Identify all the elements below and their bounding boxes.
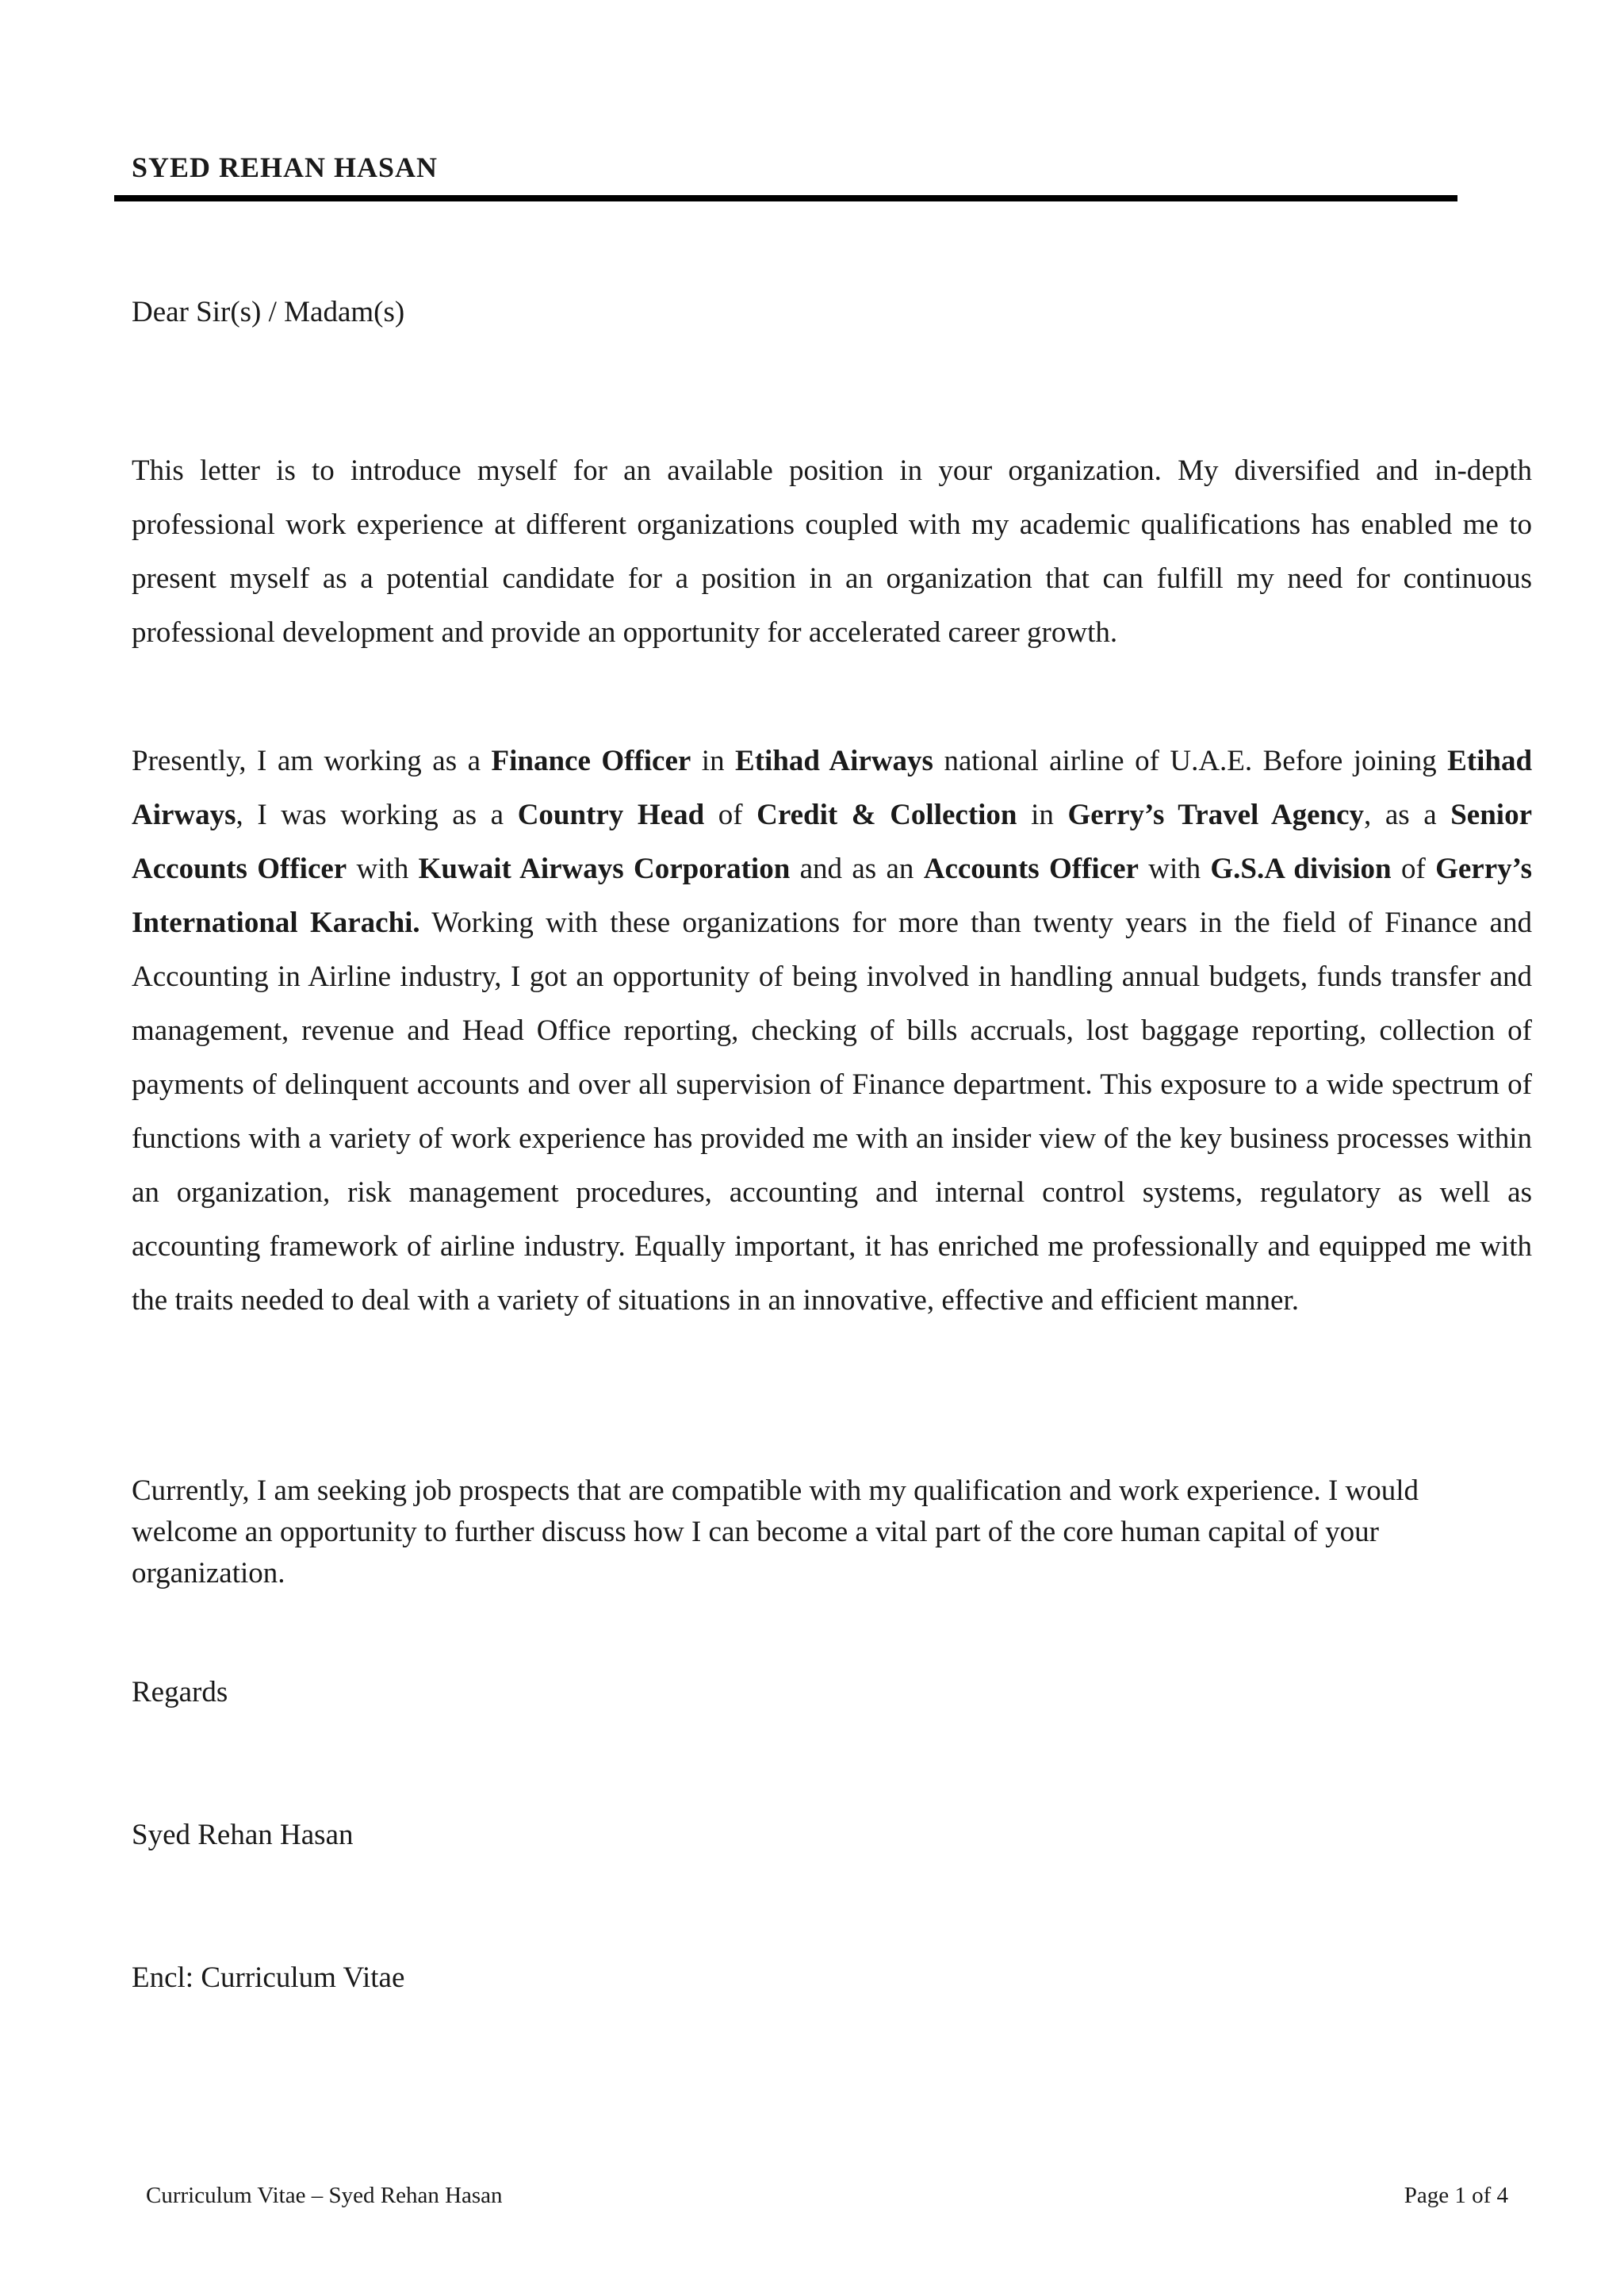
text-run: , I was working as a bbox=[236, 799, 518, 831]
bold-company: Gerry’s International Karachi. bbox=[132, 853, 1533, 939]
bold-company: Gerry’s Travel Agency bbox=[1067, 799, 1364, 831]
paragraph-closing: Currently, I am seeking job prospects that are compatible with my qualification and work experience. I would welcome an opportunity to further discuss how I can become a vital part of the core human capital of your organization. bbox=[132, 1474, 1419, 1589]
enclosure-note: Encl: Curriculum Vitae bbox=[132, 1961, 405, 1994]
bold-job-title: Senior Accounts Officer bbox=[132, 799, 1533, 885]
bold-department: Credit & Collection bbox=[756, 799, 1017, 831]
text-run: Working with these organizations for more than twenty years in the field of Finance and Accounting in Airline industry, I got an opportunity of being involved in handling annual budgets, funds transfer and management, revenue and Head Office reporting, checking of bills accruals, lost baggage reporting, collection of payments of delinquent accounts and over all supervision of Finance department. This exposure to a wide spectrum of functions with a variety of work experience has provided me with an insider view of the key business processes within an organization, risk management procedures, accounting and internal control systems, regulatory as well as accounting framework of airline industry. Equally important, it has enriched me professionally and equipped me with the traits needed to deal with a variety of situations in an innovative, effective and efficient manner. bbox=[132, 907, 1532, 1317]
text-run: national airline of U.A.E. Before joining bbox=[933, 745, 1448, 777]
page-number: Page 1 of 4 bbox=[1404, 2183, 1508, 2208]
signature-name: Syed Rehan Hasan bbox=[132, 1819, 354, 1851]
text-run: in bbox=[1017, 799, 1068, 831]
salutation: Dear Sir(s) / Madam(s) bbox=[132, 296, 405, 328]
bold-department: G.S.A division bbox=[1210, 853, 1392, 885]
closing-regards: Regards bbox=[132, 1676, 228, 1708]
bold-company: Etihad Airways bbox=[132, 745, 1533, 831]
text-run: with bbox=[347, 853, 419, 885]
bold-job-title: Finance Officer bbox=[491, 745, 691, 777]
text-run: and as an bbox=[790, 853, 924, 885]
bold-company: Etihad Airways bbox=[735, 745, 933, 777]
header-divider bbox=[114, 195, 1457, 201]
text-run: with bbox=[1138, 853, 1211, 885]
text-run: Presently, I am working as a bbox=[132, 745, 492, 777]
text-run: of bbox=[1391, 853, 1436, 885]
page-title: SYED REHAN HASAN bbox=[132, 151, 439, 183]
bold-company: Kuwait Airways Corporation bbox=[418, 853, 791, 885]
paragraph-introduction: This letter is to introduce myself for an available position in your organization. My diversified and in-depth professional work experience at different organizations coupled with my academic qualifications has enabled me to present myself as a potential candidate for a position in an organization that can fulfill my need for continuous professional development and provide an opportunity for accelerated career growth. bbox=[132, 454, 1532, 649]
bold-job-title: Accounts Officer bbox=[923, 853, 1139, 885]
bold-job-title: Country Head bbox=[517, 799, 705, 831]
text-run: in bbox=[691, 745, 736, 777]
footer-title: Curriculum Vitae – Syed Rehan Hasan bbox=[146, 2183, 503, 2208]
paragraph-experience bbox=[132, 734, 1532, 1328]
text-run: of bbox=[704, 799, 757, 831]
text-run: , as a bbox=[1364, 799, 1451, 831]
